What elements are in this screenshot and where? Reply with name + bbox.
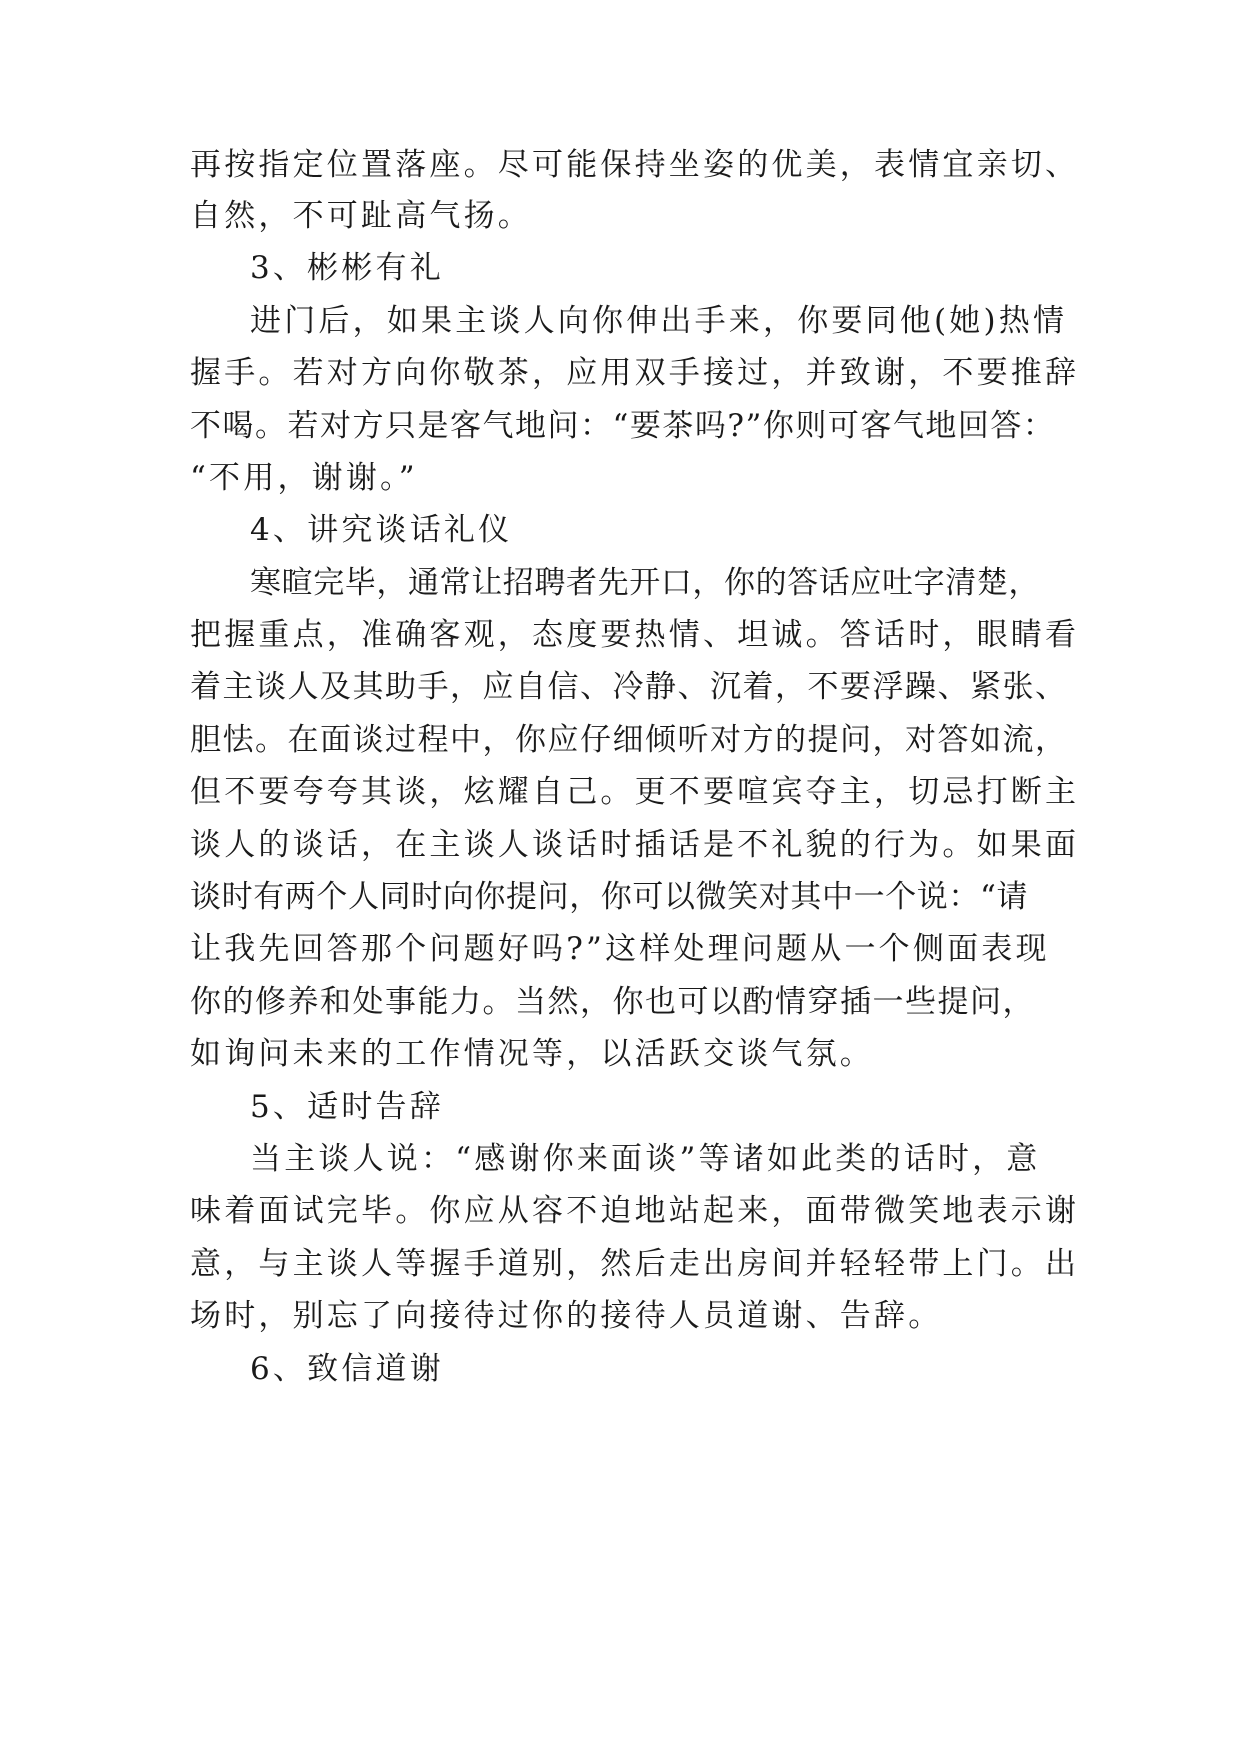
paragraph-line: 但不要夸夸其谈，炫耀自己。更不要喧宾夺主，切忌打断主: [190, 774, 1080, 810]
paragraph-line: 味着面试完毕。你应从容不迫地站起来，面带微笑地表示谢: [190, 1193, 1080, 1229]
paragraph-line: 让我先回答那个问题好吗?”这样处理问题从一个侧面表现: [190, 931, 1050, 967]
paragraph-line: 握手。若对方向你敬茶，应用双手接过，并致谢，不要推辞: [190, 355, 1080, 391]
paragraph-line: 当主谈人说：“感谢你来面谈”等诸如此类的话时，意: [250, 1141, 1041, 1177]
section-heading: 3、彬彬有礼: [250, 250, 444, 286]
paragraph-line: 进门后，如果主谈人向你伸出手来，你要同他(她)热情: [250, 303, 1068, 339]
section-heading: 5、适时告辞: [250, 1089, 444, 1125]
paragraph-line: 不喝。若对方只是客气地问：“要茶吗?”你则可客气地回答：: [190, 408, 1056, 444]
paragraph-line: 你的修养和处事能力。当然，你也可以酌情穿插一些提问，: [190, 984, 1035, 1020]
paragraph-line: “不用，谢谢。”: [190, 460, 418, 496]
paragraph-line: 谈时有两个人同时向你提问，你可以微笑对其中一个说：“请: [190, 879, 1029, 915]
paragraph-line: 意，与主谈人等握手道别，然后走出房间并轻轻带上门。出: [190, 1246, 1080, 1282]
paragraph-line: 胆怯。在面谈过程中，你应仔细倾听对方的提问，对答如流，: [190, 722, 1068, 758]
paragraph-line: 再按指定位置落座。尽可能保持坐姿的优美，表情宜亲切、: [190, 147, 1080, 183]
paragraph-line: 把握重点，准确客观，态度要热情、坦诚。答话时，眼睛看: [190, 617, 1080, 653]
paragraph-line: 寒暄完毕，通常让招聘者先开口，你的答话应吐字清楚，: [250, 565, 1040, 601]
paragraph-line: 如询问未来的工作情况等，以活跃交谈气氛。: [190, 1036, 874, 1072]
paragraph-line: 场时，别忘了向接待过你的接待人员道谢、告辞。: [190, 1298, 943, 1334]
section-heading: 6、致信道谢: [250, 1351, 444, 1387]
section-heading: 4、讲究谈话礼仪: [250, 512, 513, 548]
paragraph-line: 自然，不可趾高气扬。: [190, 198, 532, 234]
paragraph-line: 谈人的谈话，在主谈人谈话时插话是不礼貌的行为。如果面: [190, 827, 1080, 863]
paragraph-line: 着主谈人及其助手，应自信、冷静、沉着，不要浮躁、紧张、: [190, 669, 1068, 705]
